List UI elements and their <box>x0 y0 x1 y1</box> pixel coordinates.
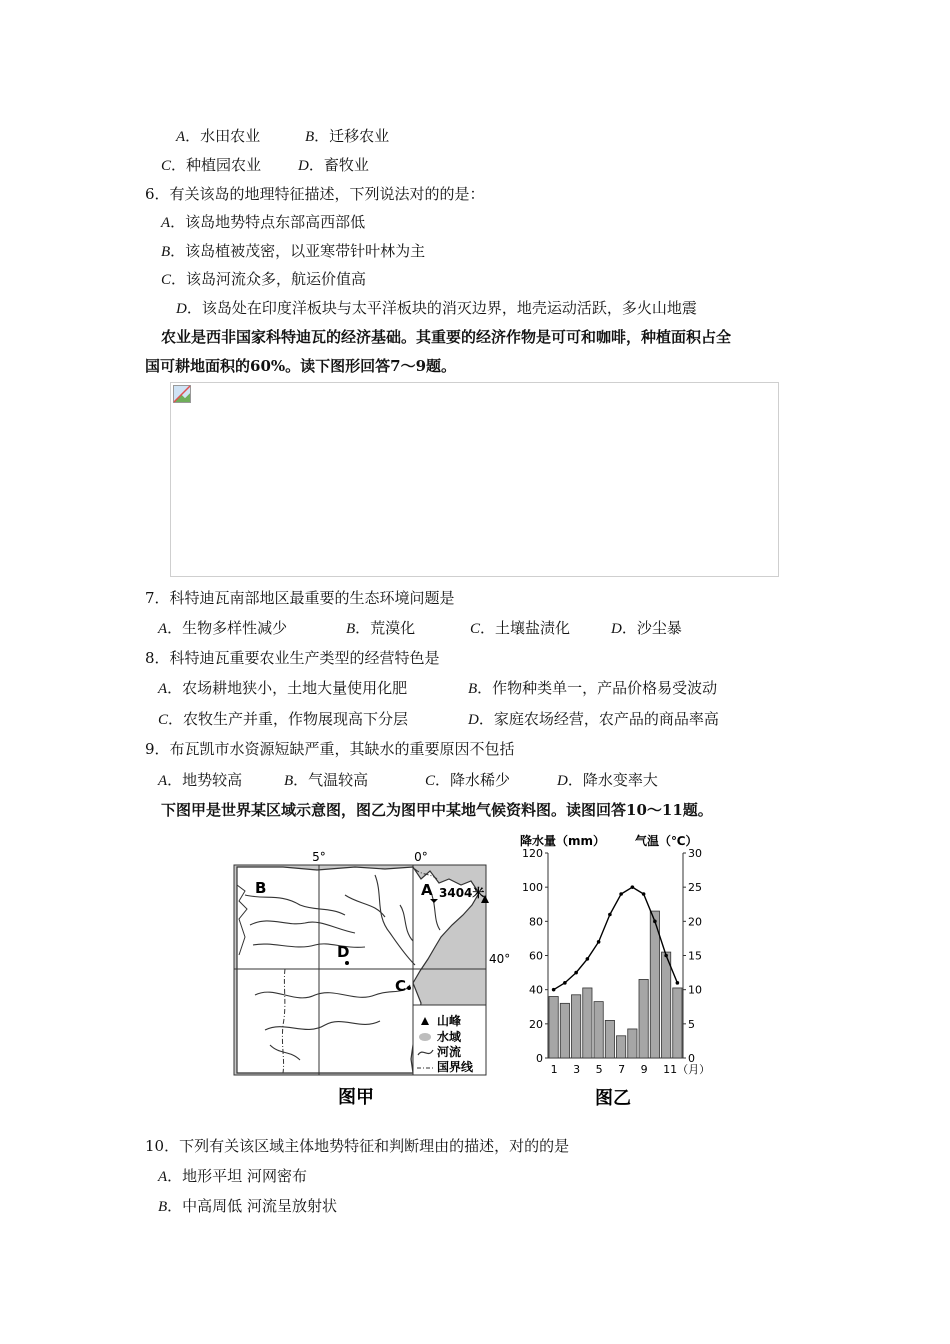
y-left-tick-label: 0 <box>536 1052 543 1065</box>
map-caption: 图甲 <box>338 1087 374 1108</box>
precip-bar <box>549 997 558 1059</box>
temperature-point <box>631 885 635 889</box>
y-left-tick-label: 120 <box>522 847 543 860</box>
q7-stem: 7．科特迪瓦南部地区最重要的生态环境问题是 <box>145 589 455 607</box>
q8-option-c: C．农牧生产并重，作物展现高下分层 <box>158 710 409 728</box>
q9-stem: 9．布瓦凯市水资源短缺严重，其缺水的重要原因不包括 <box>145 740 515 758</box>
q6-option-d: D．该岛处在印度洋板块与太平洋板块的消灭边界，地壳运动活跃，多火山地震 <box>176 299 697 317</box>
climate-chart <box>515 828 715 1110</box>
temperature-point <box>642 892 646 896</box>
q6-option-c: C．该岛河流众多，航运价值高 <box>161 270 367 288</box>
temperature-point <box>676 981 680 985</box>
temperature-point <box>619 892 623 896</box>
point-d-label: D <box>337 943 350 961</box>
temperature-point <box>574 971 578 975</box>
x-tick-label: 1 <box>550 1063 558 1076</box>
temperature-point <box>608 913 612 917</box>
broken-image-icon <box>173 385 191 403</box>
point-c-label: C <box>395 977 407 995</box>
q6-option-a: A．该岛地势特点东部高西部低 <box>161 213 366 231</box>
y-left-tick-label: 40 <box>529 983 543 997</box>
q7-option-b: B．荒漠化 <box>346 619 416 637</box>
y-left-tick-label: 80 <box>529 915 543 929</box>
q6-option-b: B．该岛植被茂密，以亚寒带针叶林为主 <box>161 242 426 260</box>
precip-bar <box>617 1036 626 1058</box>
precip-bar <box>605 1020 614 1058</box>
q5-option-d: D．畜牧业 <box>298 156 369 174</box>
lat-40-label: 40° <box>489 952 511 966</box>
y-right-tick-label: 0 <box>688 1052 695 1065</box>
temperature-point <box>563 981 567 985</box>
lon-5-label: 5° <box>312 850 326 864</box>
q10-stem: 10．下列有关该区域主体地势特征和判断理由的描述，对的的是 <box>145 1137 570 1155</box>
q9-option-a: A．地势较高 <box>158 771 243 789</box>
x-tick-label: 9 <box>640 1063 648 1076</box>
precip-bar <box>639 979 648 1058</box>
temperature-point <box>586 957 590 961</box>
temperature-point <box>653 920 657 924</box>
x-tick-label: 3 <box>573 1063 581 1076</box>
x-tick-label: 5 <box>595 1063 603 1076</box>
q5-option-c: C．种植园农业 <box>161 156 262 174</box>
legend-river-label: 河流 <box>437 1045 462 1059</box>
intro-paragraph-line2: 国可耕地面积的60%。读下图形回答7～9题。 <box>145 357 457 375</box>
y-right-axis-label: 气温（℃） <box>635 834 698 848</box>
point-a-label: A <box>421 881 433 899</box>
y-right-tick-label: 10 <box>688 983 702 997</box>
point-b-label: B <box>255 879 267 897</box>
precip-bar <box>673 988 682 1058</box>
precip-bar <box>594 1002 603 1058</box>
intro-figure-caption: 下图甲是世界某区域示意图，图乙为图甲中某地气候资料图。读图回答10～11题。 <box>161 801 713 819</box>
legend-border-label: 国界线 <box>437 1060 474 1074</box>
region-map <box>225 845 511 1110</box>
chart-caption: 图乙 <box>595 1088 631 1109</box>
y-left-axis-label: 降水量（mm） <box>520 834 606 848</box>
q8-stem: 8．科特迪瓦重要农业生产类型的经营特色是 <box>145 649 440 667</box>
y-left-tick-label: 20 <box>529 1017 543 1031</box>
legend-water-label: 水域 <box>437 1030 462 1044</box>
q9-option-b: B．气温较高 <box>284 771 369 789</box>
q5-option-b: B．迁移农业 <box>305 127 390 145</box>
q7-option-d: D．沙尘暴 <box>611 619 682 637</box>
q7-option-a: A．生物多样性减少 <box>158 619 288 637</box>
y-right-tick-label: 25 <box>688 881 702 895</box>
temperature-point <box>597 940 601 944</box>
precip-bar <box>560 1003 569 1058</box>
temperature-point <box>664 954 668 958</box>
precip-bar <box>572 995 581 1058</box>
y-left-tick-label: 100 <box>522 881 543 895</box>
legend-water-icon <box>419 1033 431 1041</box>
q9-option-d: D．降水变率大 <box>557 771 658 789</box>
precip-bar <box>662 952 671 1058</box>
q8-option-b: B．作物种类单一，产品价格易受波动 <box>468 679 718 697</box>
q8-option-d: D．家庭农场经营，农产品的商品率高 <box>468 710 719 728</box>
y-left-tick-label: 60 <box>529 949 543 963</box>
precip-bar <box>583 988 592 1058</box>
missing-figure-placeholder <box>170 382 779 577</box>
legend-peak-label: 山峰 <box>437 1014 462 1028</box>
precip-bar <box>628 1029 637 1058</box>
y-right-tick-label: 5 <box>688 1017 695 1031</box>
peak-height-label: 3404米 <box>439 886 485 900</box>
q6-stem: 6．有关该岛的地理特征描述，下列说法对的的是： <box>145 185 485 203</box>
q9-option-c: C．降水稀少 <box>425 771 511 789</box>
y-right-tick-label: 15 <box>688 949 702 963</box>
y-right-tick-label: 20 <box>688 915 702 929</box>
y-right-tick-label: 30 <box>688 847 702 860</box>
q7-option-c: C．土壤盐渍化 <box>470 619 571 637</box>
q10-option-a: A．地形平坦 河网密布 <box>158 1167 307 1185</box>
q8-option-a: A．农场耕地狭小，土地大量使用化肥 <box>158 679 408 697</box>
x-tick-label: 11（月） <box>663 1063 711 1076</box>
lon-0-label: 0° <box>414 850 428 864</box>
q5-option-a: A．水田农业 <box>176 127 261 145</box>
q10-option-b: B．中高周低 河流呈放射状 <box>158 1197 337 1215</box>
intro-paragraph-line1: 农业是西非国家科特迪瓦的经济基础。其重要的经济作物是可可和咖啡，种植面积占全 <box>161 328 732 346</box>
temperature-point <box>552 988 556 992</box>
x-tick-label: 7 <box>618 1063 626 1076</box>
